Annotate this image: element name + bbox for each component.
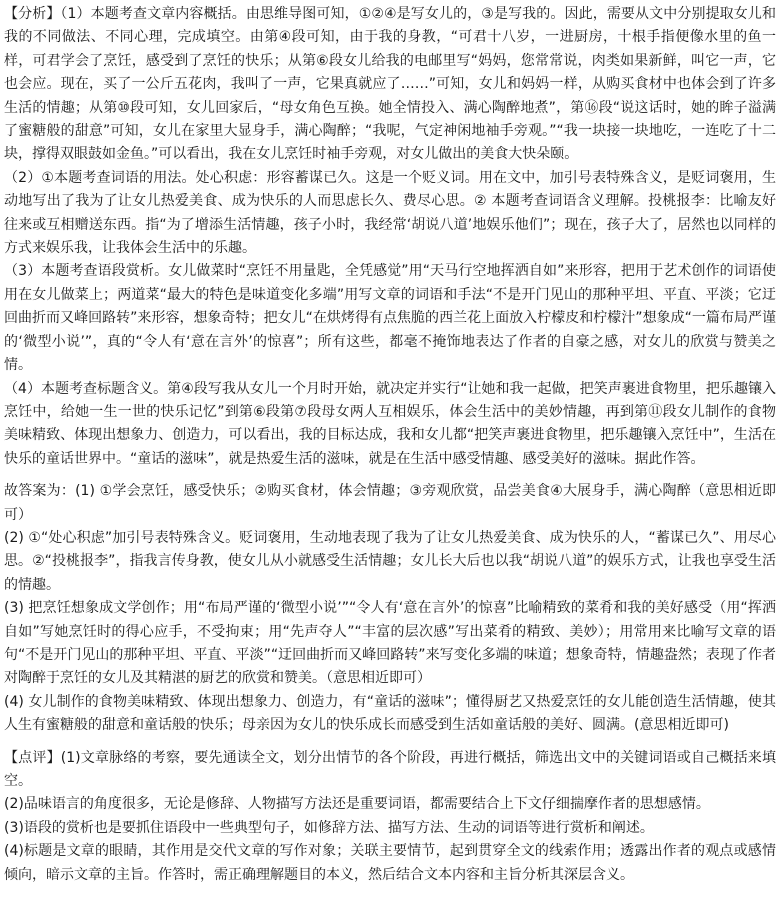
analysis-paragraph-3: （3）本题考查语段赏析。女儿做菜时“烹饪不用量匙，全凭感觉”用“天马行空地挥洒自如”来形容，把用于艺术创作的词语使用在女儿做菜上；两道菜“最大的特色是味道变化多端”用写文章的词语和手法“不是开门见山的那种平坦、平直、平淡；它迂回曲折而又峰回路转”来形容，想象奇特；把女儿“在烘烤得有点焦脆的西兰花上面放入柠檬皮和柠檬汁”想象成“一篇布局严谨的‘微型小说’”，真的“令人有‘意在言外’的惊喜”；所有这些，都毫不掩饰地表达了作者的自豪之感，对女儿的欣赏与赞美之情。 <box>4 263 776 374</box>
comment-paragraph-4: (4)标题是文章的眼睛，其作用是交代文章的写作对象；关联主要情节，起到贯穿全文的线索作用；透露出作者的观点或感情倾向，暗示文章的主旨。作答时，需正确理解题目的本义，然后结合文本内容和主旨分析其深层含义。 <box>4 843 776 883</box>
analysis-paragraph-2: （2）①本题考查词语的用法。处心积虑：形容蓄谋已久。这是一个贬义词。用在文中，加引号表特殊含义，是贬词褒用，生动地写出了我为了让女儿热爱美食、成为快乐的人而思虑长久、费尽心思。② 本题考查词语含义理解。投桃报李：比喻友好往来或互相赠送东西。指“为了增添生活情趣，孩子小时，我经常‘胡说八道’地娱乐他们”；现在，孩子大了，居然也以同样的方式来娱乐我，让我体会生活中的乐趣。 <box>4 169 776 257</box>
answer-paragraph-3: (3) 把烹饪想象成文学创作；用“布局严谨的‘微型小说’”“令人有‘意在言外’的惊喜”比喻精致的菜肴和我的美好感受（用“挥洒自如”写她烹饪时的得心应手，不受拘束；用“先声夺人”“丰富的层次感”写出菜肴的精致、美妙）；用常用来比喻写文章的语句“不是开门见山的那种平坦、平直、平淡”“迂回曲折而又峰回路转”来写变化多端的味道；想象奇特，情趣盎然；表现了作者对陶醉于烹饪的女儿及其精湛的厨艺的欣赏和赞美。（意思相近即可） <box>4 600 776 687</box>
answer-paragraph-4: (4) 女儿制作的食物美味精致、体现出想象力、创造力，有“童话的滋味”；懂得厨艺又热爱烹饪的女儿能创造生活情趣，使其人生有蜜糖般的甜意和童话般的快乐；母亲因为女儿的快乐成长而感受到生活如童话般的美好、圆满。(意思相近即可) <box>4 693 776 734</box>
section-spacer <box>4 738 776 747</box>
answer-section <box>4 480 776 737</box>
analysis-paragraph-1: 【分析】（1）本题考查文章内容概括。由思维导图可知，①②④是写女儿的，③是写我的。因此，需要从文中分别提取女儿和我的不同做法、不同心理，完成填空。由第④段可知，由于我的身教，“可君十八岁，一进厨房，十根手指便像水里的鱼一样，可君学会了烹饪，感受到了烹饪的快乐；从第⑥段女儿给我的电邮里写“妈妈，您常常说，肉类如果新鲜，叫它一声，它也会应。现在，买了一公斤五花肉，我叫了一声，它果真就应了……”可知，女儿和妈妈一样，从购买食材中也体会到了许多生活的情趣；从第⑩段可知，女儿回家后，“母女角色互换。她全情投入、满心陶醉地煮”，第⑯段“说这话时，她的眸子溢满了蜜糖般的甜意”可知，女儿在家里大显身手，满心陶醉；“我呢，气定神闲地袖手旁观。”“我一块接一块地吃，一连吃了十二块，撑得双眼鼓如金鱼。”可以看出，我在女儿烹饪时袖手旁观，对女儿做出的美食大快朵颐。 <box>4 6 776 163</box>
analysis-section <box>4 3 776 471</box>
answer-paragraph-2: (2) ①“处心积虑”加引号表特殊含义。贬词褒用，生动地表现了我为了让女儿热爱美食、成为快乐的人，“蓄谋已久”、用尽心思。②“投桃报李”，指我言传身教，使女儿从小就感受生活情趣；女儿长大后也以我“胡说八道”的娱乐方式，让我也享受生活的情趣。 <box>4 529 776 593</box>
comment-paragraph-1: 【点评】(1)文章脉络的考察，要先通读全文，划分出情节的各个阶段，再进行概括，筛选出文中的关键词语或自己概括来填空。 <box>4 749 776 789</box>
comment-section <box>4 747 776 887</box>
answer-paragraph-1: 故答案为：(1) ①学会烹饪，感受快乐；②购买食材，体会情趣；③旁观欣赏，品尝美食④大展身手，满心陶醉（意思相近即可） <box>4 483 776 523</box>
comment-paragraph-3: (3)语段的赏析也是要抓住语段中一些典型句子，如修辞方法、描写方法、生动的词语等进行赏析和阐述。 <box>4 819 654 836</box>
section-spacer <box>4 471 776 480</box>
analysis-paragraph-4: （4）本题考查标题含义。第④段写我从女儿一个月时开始，就决定并实行“让她和我一起做，把笑声裹进食物里，把乐趣镶入烹饪中，给她一生一世的快乐记忆”到第⑥段第⑦段母女两人互相娱乐，体会生活中的美妙情趣，再到第⑪段女儿制作的食物美味精致、体现出想象力、创造力，可以看出，我的目标达成，我和女儿都“把笑声裹进食物里，把乐趣镶入烹饪中”，生活在快乐的童话世界中。“童话的滋味”，就是热爱生活的滋味，就是在生活中感受情趣、感受美好的滋味。据此作答。 <box>4 380 776 467</box>
comment-paragraph-2: (2)品味语言的角度很多，无论是修辞、人物描写方法还是重要词语，都需要结合上下文仔细揣摩作者的思想感情。 <box>4 796 710 813</box>
